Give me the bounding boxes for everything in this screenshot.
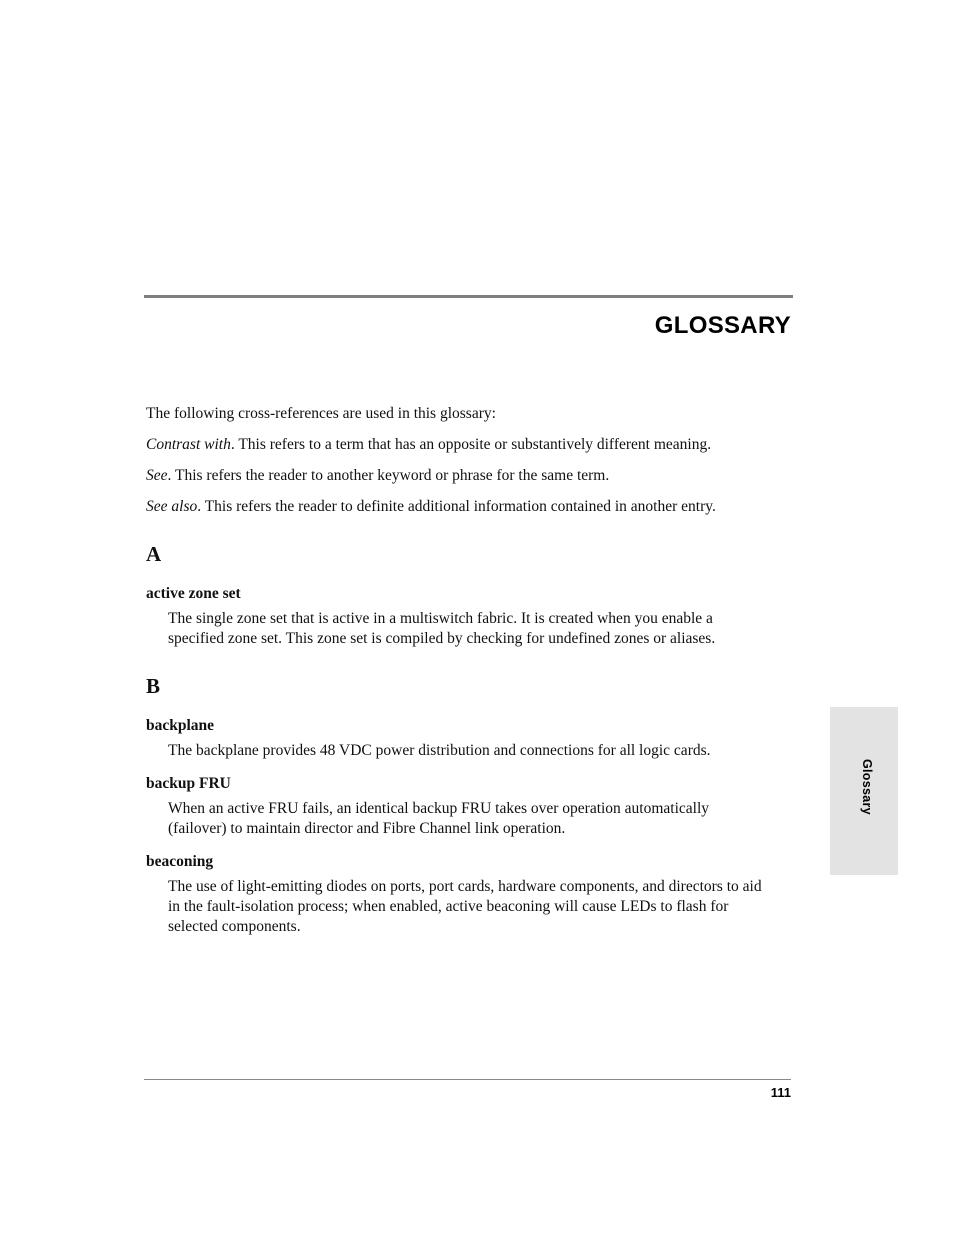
footer-rule — [144, 1079, 791, 1080]
crossref-contrast-with — [146, 435, 771, 455]
crossref-label: Contrast with — [146, 436, 231, 453]
term-backplane: backplane — [146, 717, 215, 734]
term-beaconing: beaconing — [146, 853, 214, 870]
chapter-title: GLOSSARY — [654, 312, 791, 339]
side-tab-label: Glossary — [860, 759, 874, 815]
chapter-top-rule — [144, 295, 793, 298]
term-backup-fru: backup FRU — [146, 775, 231, 792]
crossref-see-also — [146, 497, 771, 517]
crossref-label: See also — [146, 498, 198, 515]
term-active-zone-set: active zone set — [146, 585, 241, 602]
chapter-side-tab — [830, 707, 898, 875]
crossref-label: See — [146, 467, 168, 484]
definition-beaconing: The use of light-emitting diodes on ports, port cards, hardware components, and directors to aid in the fault-isolation process; when enabled, active beaconing will cause LEDs to flash for selected components. — [168, 878, 762, 935]
page-number: 111 — [770, 1085, 791, 1100]
definition-backplane: The backplane provides 48 VDC power distribution and connections for all logic cards. — [168, 742, 711, 759]
intro-lead: The following cross-references are used in this glossary: — [146, 405, 496, 422]
definition-backup-fru: When an active FRU fails, an identical backup FRU takes over operation automatically (failover) to maintain director and Fibre Channel link operation. — [168, 800, 710, 837]
crossref-see — [146, 466, 771, 486]
crossref-text: . This refers to a term that has an opposite or substantively different meaning. — [230, 436, 712, 453]
crossref-text: . This refers the reader to definite additional information contained in another entry. — [197, 498, 716, 515]
section-letter-b: B — [146, 674, 161, 698]
definition-active-zone-set: The single zone set that is active in a multiswitch fabric. It is created when you enable a specified zone set. This zone set is compiled by checking for undefined zones or aliases. — [168, 610, 716, 647]
crossref-text: . This refers the reader to another keyword or phrase for the same term. — [167, 467, 610, 484]
glossary-content — [146, 404, 771, 950]
section-letter-a: A — [146, 542, 162, 566]
